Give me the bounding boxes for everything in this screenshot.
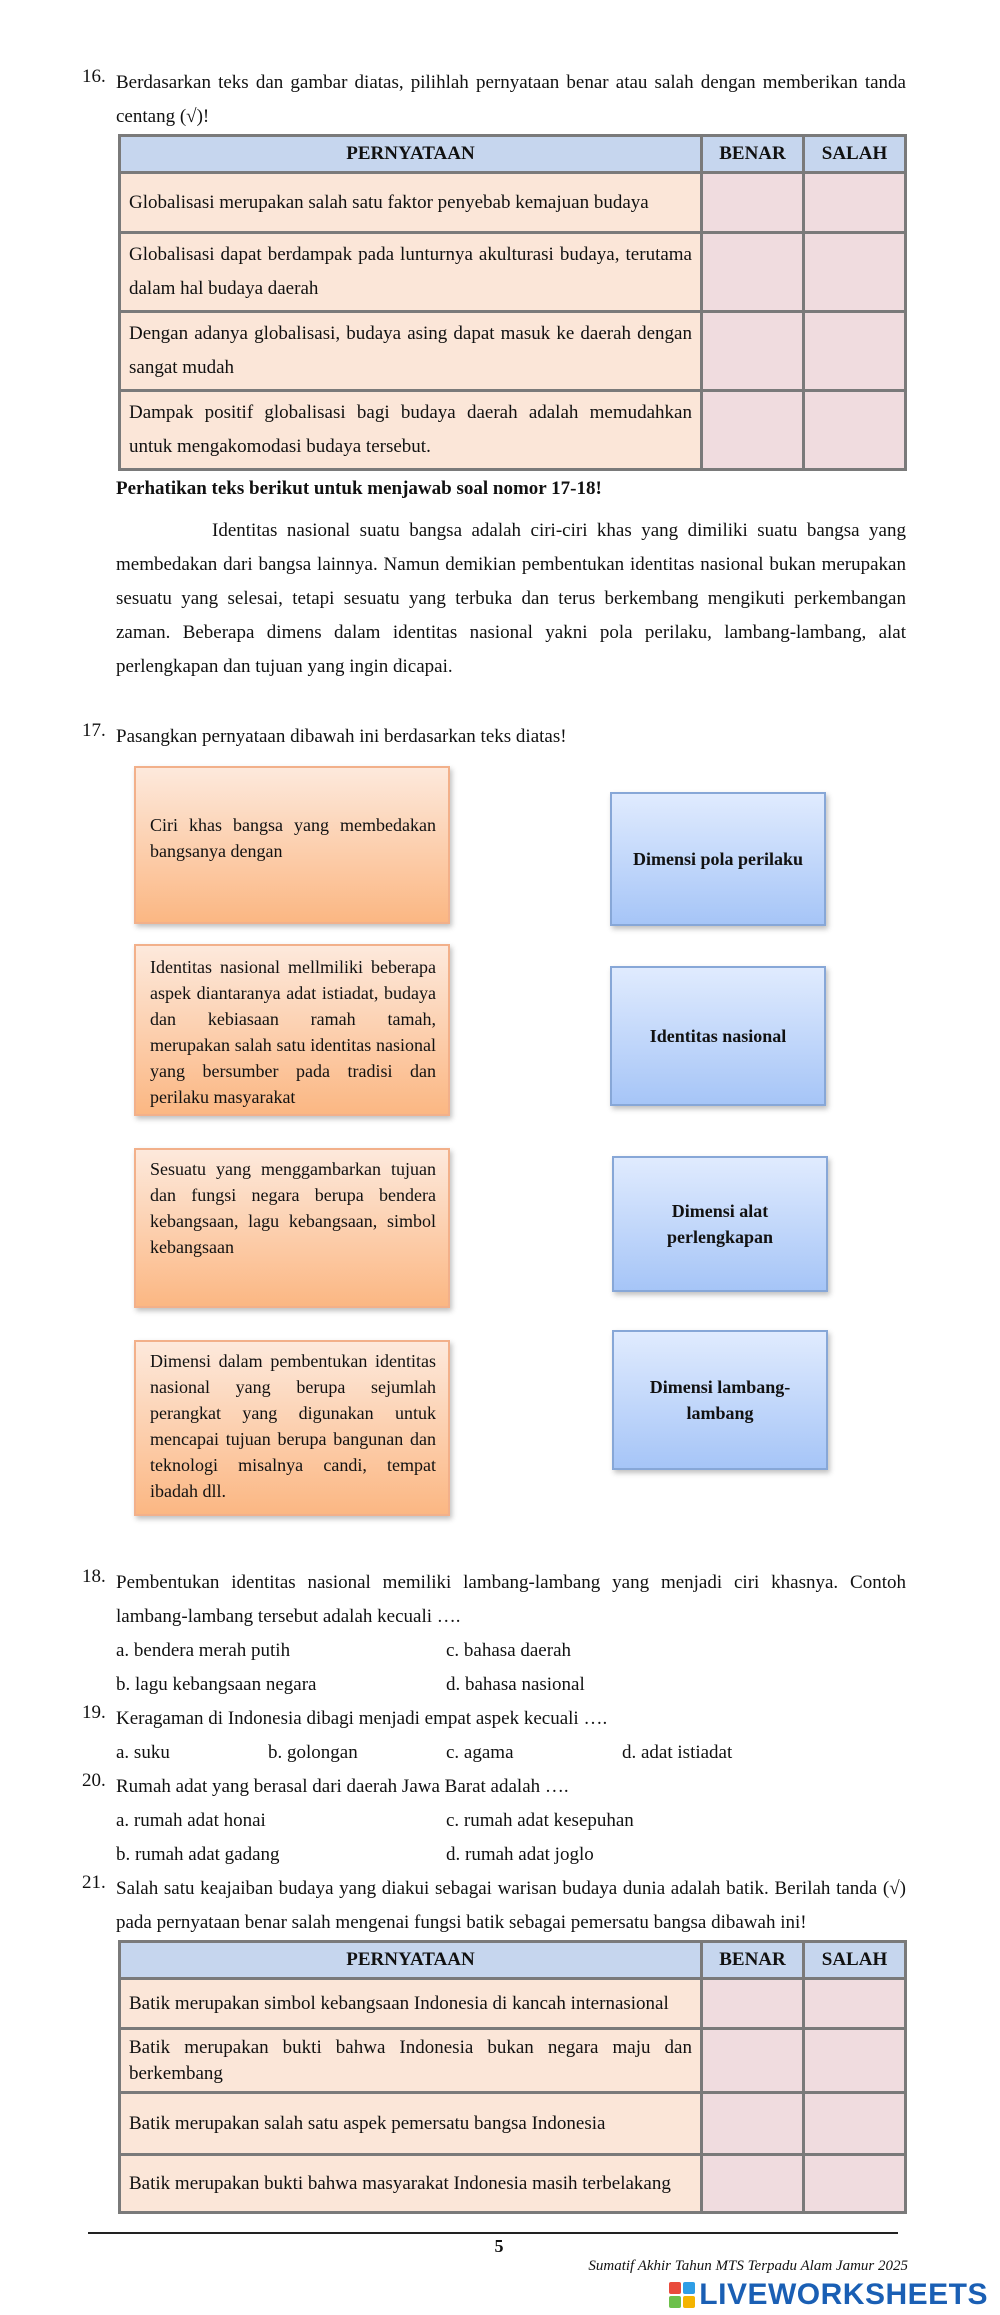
- statement-cell: Batik merupakan salah satu aspek pemersatu bangsa Indonesia: [120, 2093, 702, 2155]
- q19-option-d[interactable]: d. adat istiadat: [622, 1742, 733, 1763]
- false-checkbox[interactable]: [804, 1979, 906, 2029]
- table-row: [120, 2155, 906, 2213]
- true-checkbox[interactable]: [702, 312, 804, 391]
- liveworksheets-icon: [669, 2282, 695, 2308]
- question-20-number: 20.: [82, 1770, 106, 1791]
- table-header-row: [120, 136, 906, 173]
- true-checkbox[interactable]: [702, 1979, 804, 2029]
- question-17-number: 17.: [82, 720, 106, 741]
- statement-cell: Batik merupakan bukti bahwa masyarakat Indonesia masih terbelakang: [120, 2155, 702, 2213]
- q16-true-false-table: [118, 134, 907, 471]
- q20-option-c[interactable]: c. rumah adat kesepuhan: [446, 1810, 634, 1831]
- false-checkbox[interactable]: [804, 233, 906, 312]
- statement-cell: Dampak positif globalisasi bagi budaya daerah adalah memudahkan untuk mengakomodasi budaya tersebut.: [120, 391, 702, 470]
- match-left-item[interactable]: Identitas nasional mellmiliki beberapa aspek diantaranya adat istiadat, budaya dan kebiasaan ramah tamah, merupakan salah satu identitas nasional yang bersumber pada tradisi dan perilaku masyarakat: [134, 944, 450, 1116]
- false-checkbox[interactable]: [804, 173, 906, 233]
- question-21-text: Salah satu keajaiban budaya yang diakui sebagai warisan budaya dunia adalah batik. Berilah tanda (√) pada pernyataan benar salah mengenai fungsi batik sebagai pemersatu bangsa dibawah ini!: [116, 1878, 906, 1933]
- page-number: 5: [494, 2236, 504, 2256]
- match-right-item[interactable]: Identitas nasional: [610, 966, 826, 1106]
- table-row: [120, 2029, 906, 2093]
- question-17-text: Pasangkan pernyataan dibawah ini berdasarkan teks diatas!: [116, 726, 567, 747]
- statement-cell: Globalisasi dapat berdampak pada lunturnya akulturasi budaya, terutama dalam hal budaya daerah: [120, 233, 702, 312]
- header-false: SALAH: [804, 1942, 906, 1979]
- q19-option-b[interactable]: b. golongan: [268, 1742, 358, 1763]
- reading-paragraph: Identitas nasional suatu bangsa adalah ciri-ciri khas yang dimiliki suatu bangsa yang membedakan dari bangsa lainnya. Namun demikian pembentukan identitas nasional bukan merupakan sesuatu yang selesai, tetapi sesuatu yang terbuka dan terus berkembang mengikuti perkembangan zaman. Beberapa dimens dalam identitas nasional yakni pola perilaku, lambang-lambang, alat perlengkapan dan tujuan yang ingin dicapai.: [116, 520, 906, 677]
- header-false: SALAH: [804, 136, 906, 173]
- q19-option-a[interactable]: a. suku: [116, 1742, 170, 1763]
- false-checkbox[interactable]: [804, 2155, 906, 2213]
- header-statement: PERNYATAAN: [120, 136, 702, 173]
- match-right-item[interactable]: Dimensi alat perlengkapan: [612, 1156, 828, 1292]
- q18-option-b[interactable]: b. lagu kebangsaan negara: [116, 1674, 317, 1695]
- brand-text: LIVEWORKSHEETS: [699, 2278, 988, 2311]
- match-left-item[interactable]: Ciri khas bangsa yang membedakan bangsanya dengan: [134, 766, 450, 924]
- match-right-item[interactable]: Dimensi pola perilaku: [610, 792, 826, 926]
- question-20-text: Rumah adat yang berasal dari daerah Jawa Barat adalah ….: [116, 1776, 569, 1797]
- true-checkbox[interactable]: [702, 391, 804, 470]
- q20-option-d[interactable]: d. rumah adat joglo: [446, 1844, 594, 1865]
- liveworksheets-logo[interactable]: [669, 2278, 988, 2312]
- true-checkbox[interactable]: [702, 2029, 804, 2093]
- question-16-text: Berdasarkan teks dan gambar diatas, pilihlah pernyataan benar atau salah dengan memberikan tanda centang (√)!: [116, 72, 906, 127]
- question-16-number: 16.: [82, 66, 106, 87]
- question-21-number: 21.: [82, 1872, 106, 1893]
- footer-divider: [88, 2232, 898, 2234]
- true-checkbox[interactable]: [702, 2093, 804, 2155]
- header-statement: PERNYATAAN: [120, 1942, 702, 1979]
- header-true: BENAR: [702, 136, 804, 173]
- q18-option-c[interactable]: c. bahasa daerah: [446, 1640, 572, 1661]
- table-row: [120, 312, 906, 391]
- true-checkbox[interactable]: [702, 2155, 804, 2213]
- footer-note: Sumatif Akhir Tahun MTS Terpadu Alam Jamur 2025: [588, 2258, 908, 2274]
- question-18-text: Pembentukan identitas nasional memiliki lambang-lambang yang menjadi ciri khasnya. Contoh lambang-lambang tersebut adalah kecuali ….: [116, 1572, 906, 1627]
- question-18-number: 18.: [82, 1566, 106, 1587]
- true-checkbox[interactable]: [702, 173, 804, 233]
- statement-cell: Batik merupakan bukti bahwa Indonesia bukan negara maju dan berkembang: [120, 2029, 702, 2093]
- true-checkbox[interactable]: [702, 233, 804, 312]
- table-row: [120, 233, 906, 312]
- table-row: [120, 2093, 906, 2155]
- false-checkbox[interactable]: [804, 2029, 906, 2093]
- statement-cell: Globalisasi merupakan salah satu faktor penyebab kemajuan budaya: [120, 173, 702, 233]
- table-row: [120, 1979, 906, 2029]
- match-left-item[interactable]: Dimensi dalam pembentukan identitas nasional yang berupa sejumlah perangkat yang digunakan untuk mencapai tujuan berupa bangunan dan teknologi misalnya candi, tempat ibadah dll.: [134, 1340, 450, 1516]
- question-19-text: Keragaman di Indonesia dibagi menjadi empat aspek kecuali ….: [116, 1708, 608, 1729]
- q19-option-c[interactable]: c. agama: [446, 1742, 514, 1763]
- question-19-number: 19.: [82, 1702, 106, 1723]
- false-checkbox[interactable]: [804, 2093, 906, 2155]
- reading-heading: Perhatikan teks berikut untuk menjawab soal nomor 17-18!: [116, 478, 602, 499]
- match-left-item[interactable]: Sesuatu yang menggambarkan tujuan dan fungsi negara berupa bendera kebangsaan, lagu kebangsaan, simbol kebangsaan: [134, 1148, 450, 1308]
- q18-option-a[interactable]: a. bendera merah putih: [116, 1640, 291, 1661]
- q21-true-false-table: [118, 1940, 907, 2214]
- table-header-row: [120, 1942, 906, 1979]
- q20-option-b[interactable]: b. rumah adat gadang: [116, 1844, 280, 1865]
- statement-cell: Batik merupakan simbol kebangsaan Indonesia di kancah internasional: [120, 1979, 702, 2029]
- statement-cell: Dengan adanya globalisasi, budaya asing dapat masuk ke daerah dengan sangat mudah: [120, 312, 702, 391]
- false-checkbox[interactable]: [804, 312, 906, 391]
- match-right-item[interactable]: Dimensi lambang-lambang: [612, 1330, 828, 1470]
- q18-option-d[interactable]: d. bahasa nasional: [446, 1674, 585, 1695]
- false-checkbox[interactable]: [804, 391, 906, 470]
- header-true: BENAR: [702, 1942, 804, 1979]
- table-row: [120, 173, 906, 233]
- q20-option-a[interactable]: a. rumah adat honai: [116, 1810, 266, 1831]
- table-row: [120, 391, 906, 470]
